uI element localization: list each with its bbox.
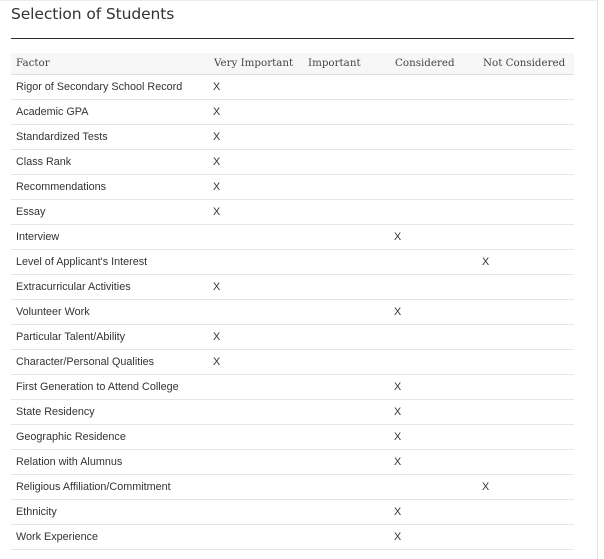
factor-cell: Particular Talent/Ability	[11, 324, 209, 349]
important-cell	[303, 524, 390, 549]
not-considered-cell	[478, 524, 574, 549]
factor-cell: Rigor of Secondary School Record	[11, 74, 209, 99]
considered-cell	[390, 474, 478, 499]
important-cell	[303, 349, 390, 374]
factor-cell: Extracurricular Activities	[11, 274, 209, 299]
factor-cell: Relation with Alumnus	[11, 449, 209, 474]
table-row	[11, 399, 574, 424]
important-cell	[303, 199, 390, 224]
important-cell	[303, 224, 390, 249]
important-cell	[303, 124, 390, 149]
not-considered-cell	[478, 124, 574, 149]
not-considered-cell	[478, 449, 574, 474]
very-important-cell: X	[209, 74, 303, 99]
very-important-cell: X	[209, 349, 303, 374]
table-row	[11, 499, 574, 524]
considered-cell: X	[390, 399, 478, 424]
factor-cell: Recommendations	[11, 174, 209, 199]
not-considered-cell	[478, 299, 574, 324]
table-row	[11, 424, 574, 449]
not-considered-cell	[478, 349, 574, 374]
factor-cell: Work Experience	[11, 524, 209, 549]
factor-cell: Essay	[11, 199, 209, 224]
very-important-cell	[209, 449, 303, 474]
not-considered-cell	[478, 224, 574, 249]
factor-cell: Standardized Tests	[11, 124, 209, 149]
selection-factors-table	[11, 53, 574, 550]
factor-cell: Class Rank	[11, 149, 209, 174]
very-important-cell: X	[209, 274, 303, 299]
important-cell	[303, 249, 390, 274]
not-considered-cell	[478, 274, 574, 299]
important-cell	[303, 274, 390, 299]
considered-cell	[390, 274, 478, 299]
table-row	[11, 299, 574, 324]
not-considered-cell	[478, 149, 574, 174]
important-cell	[303, 424, 390, 449]
table-row	[11, 74, 574, 99]
important-cell	[303, 449, 390, 474]
header-considered: Considered	[390, 53, 478, 74]
table-row	[11, 249, 574, 274]
not-considered-cell	[478, 499, 574, 524]
considered-cell: X	[390, 524, 478, 549]
not-considered-cell	[478, 424, 574, 449]
considered-cell: X	[390, 224, 478, 249]
considered-cell	[390, 149, 478, 174]
considered-cell	[390, 324, 478, 349]
factor-cell: State Residency	[11, 399, 209, 424]
table-row	[11, 149, 574, 174]
very-important-cell: X	[209, 99, 303, 124]
very-important-cell: X	[209, 199, 303, 224]
not-considered-cell	[478, 199, 574, 224]
very-important-cell	[209, 224, 303, 249]
very-important-cell: X	[209, 124, 303, 149]
header-not-considered: Not Considered	[478, 53, 574, 74]
considered-cell: X	[390, 299, 478, 324]
very-important-cell	[209, 524, 303, 549]
not-considered-cell	[478, 374, 574, 399]
header-factor: Factor	[11, 53, 209, 74]
considered-cell: X	[390, 499, 478, 524]
not-considered-cell	[478, 399, 574, 424]
table-header-row	[11, 53, 574, 74]
considered-cell	[390, 174, 478, 199]
considered-cell	[390, 199, 478, 224]
not-considered-cell	[478, 174, 574, 199]
factor-cell: Academic GPA	[11, 99, 209, 124]
not-considered-cell	[478, 74, 574, 99]
considered-cell	[390, 74, 478, 99]
factor-cell: Geographic Residence	[11, 424, 209, 449]
page-title: Selection of Students	[11, 5, 175, 23]
important-cell	[303, 324, 390, 349]
factor-cell: Religious Affiliation/Commitment	[11, 474, 209, 499]
factor-cell: Character/Personal Qualities	[11, 349, 209, 374]
table-row	[11, 224, 574, 249]
very-important-cell	[209, 249, 303, 274]
table-row	[11, 449, 574, 474]
very-important-cell	[209, 474, 303, 499]
header-important: Important	[303, 53, 390, 74]
very-important-cell: X	[209, 324, 303, 349]
considered-cell	[390, 349, 478, 374]
not-considered-cell: X	[478, 474, 574, 499]
table-row	[11, 474, 574, 499]
factor-cell: Ethnicity	[11, 499, 209, 524]
important-cell	[303, 374, 390, 399]
very-important-cell	[209, 424, 303, 449]
title-divider	[11, 38, 574, 39]
factor-cell: Level of Applicant's Interest	[11, 249, 209, 274]
important-cell	[303, 99, 390, 124]
considered-cell	[390, 99, 478, 124]
important-cell	[303, 499, 390, 524]
not-considered-cell	[478, 324, 574, 349]
important-cell	[303, 174, 390, 199]
factor-cell: Interview	[11, 224, 209, 249]
factor-cell: First Generation to Attend College	[11, 374, 209, 399]
table-row	[11, 274, 574, 299]
table-row	[11, 524, 574, 549]
important-cell	[303, 474, 390, 499]
not-considered-cell	[478, 99, 574, 124]
important-cell	[303, 149, 390, 174]
table-row	[11, 349, 574, 374]
very-important-cell	[209, 499, 303, 524]
table-row	[11, 374, 574, 399]
considered-cell: X	[390, 449, 478, 474]
very-important-cell	[209, 399, 303, 424]
very-important-cell	[209, 374, 303, 399]
table-row	[11, 124, 574, 149]
considered-cell	[390, 124, 478, 149]
table-row	[11, 174, 574, 199]
table-row	[11, 199, 574, 224]
important-cell	[303, 74, 390, 99]
very-important-cell	[209, 299, 303, 324]
table-row	[11, 324, 574, 349]
header-very-important: Very Important	[209, 53, 303, 74]
factor-cell: Volunteer Work	[11, 299, 209, 324]
important-cell	[303, 299, 390, 324]
considered-cell: X	[390, 374, 478, 399]
very-important-cell: X	[209, 149, 303, 174]
table-row	[11, 99, 574, 124]
very-important-cell: X	[209, 174, 303, 199]
not-considered-cell: X	[478, 249, 574, 274]
considered-cell: X	[390, 424, 478, 449]
considered-cell	[390, 249, 478, 274]
important-cell	[303, 399, 390, 424]
